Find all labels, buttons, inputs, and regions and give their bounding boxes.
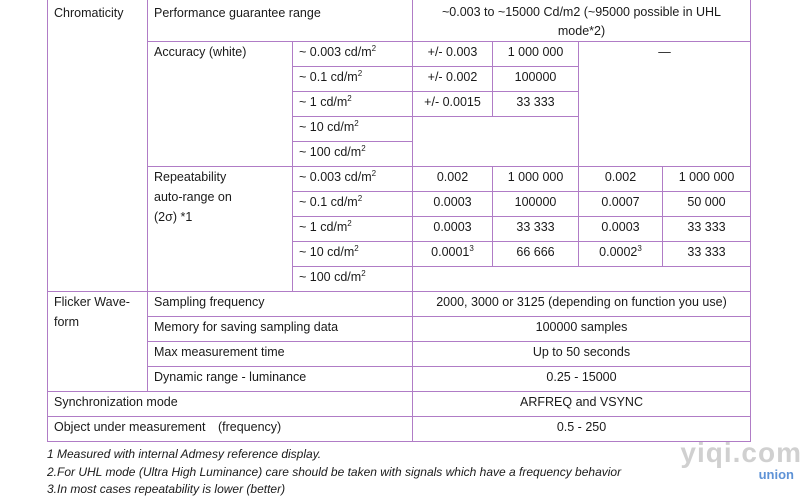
level-text: ~ 10 cd/m xyxy=(299,120,355,134)
repeat-value-1 xyxy=(413,242,493,267)
flicker-row-value: 2000, 3000 or 3125 (depending on function you use) xyxy=(413,292,751,317)
footnotes xyxy=(47,446,621,499)
accuracy-tolerance: +/- 0.0015 xyxy=(413,92,493,117)
repeat-count-1: 66 666 xyxy=(493,242,579,267)
watermark xyxy=(680,437,808,491)
footnote-ref: 3 xyxy=(469,243,474,253)
accuracy-count: 100000 xyxy=(493,67,579,92)
repeat-value-2 xyxy=(579,242,663,267)
level-exp: 2 xyxy=(354,118,359,128)
level-text: ~ 0.1 cd/m xyxy=(299,70,358,84)
level-text: ~ 1 cd/m xyxy=(299,95,348,109)
perf-range-value xyxy=(413,0,751,42)
footnote-ref: 3 xyxy=(637,243,642,253)
table-row xyxy=(48,167,751,192)
perf-range-label: Performance guarantee range xyxy=(148,0,413,42)
table-row xyxy=(48,342,751,367)
footnote-3: 3.In most cases repeatability is lower (better) xyxy=(47,482,286,496)
repeat-count-1: 100000 xyxy=(493,192,579,217)
sync-label: Synchronization mode xyxy=(48,392,413,417)
accuracy-label: Accuracy (white) xyxy=(148,42,293,167)
level-exp: 2 xyxy=(357,193,363,203)
empty-cell xyxy=(579,267,663,292)
empty-cell xyxy=(413,117,579,142)
level-text: ~ 0.1 cd/m xyxy=(299,195,358,209)
level-text: ~ 100 cd/m xyxy=(299,270,362,284)
sync-value: ARFREQ and VSYNC xyxy=(413,392,751,417)
flicker-row-value: 100000 samples xyxy=(413,317,751,342)
repeat-value-2: 0.0003 xyxy=(579,217,663,242)
flicker-line1: Flicker Wave- xyxy=(54,295,130,309)
perf-range-line1: ~0.003 to ~15000 Cd/m2 (~95000 possible in UHL xyxy=(441,5,721,19)
accuracy-dash: — xyxy=(579,42,751,167)
flicker-row-label: Dynamic range - luminance xyxy=(148,367,413,392)
empty-cell xyxy=(663,267,751,292)
flicker-row-label: Sampling frequency xyxy=(148,292,413,317)
repeat-count-1: 1 000 000 xyxy=(493,167,579,192)
object-value: 0.5 - 250 xyxy=(413,417,751,442)
repeat-value-2: 0.0007 xyxy=(579,192,663,217)
value-text: 0.0001 xyxy=(431,245,470,259)
table-row xyxy=(48,292,751,317)
repeat-line2: auto-range on xyxy=(154,190,232,204)
repeat-value-1: 0.0003 xyxy=(413,217,493,242)
accuracy-level xyxy=(293,142,413,167)
level-exp: 2 xyxy=(371,168,377,178)
repeat-count-2: 33 333 xyxy=(663,242,751,267)
repeat-level xyxy=(293,192,413,217)
repeat-value-1: 0.0003 xyxy=(413,192,493,217)
table-row xyxy=(48,317,751,342)
flicker-row-value: 0.25 - 15000 xyxy=(413,367,751,392)
table-row xyxy=(48,42,751,67)
level-exp: 2 xyxy=(347,93,352,103)
flicker-line2: form xyxy=(54,315,79,329)
repeat-line3: (2σ) *1 xyxy=(154,210,193,224)
repeat-count-2: 50 000 xyxy=(663,192,751,217)
level-exp: 2 xyxy=(357,68,363,78)
value-text: 0.0002 xyxy=(599,245,638,259)
accuracy-level xyxy=(293,67,413,92)
watermark-sub: union xyxy=(758,467,794,482)
repeat-count-1: 33 333 xyxy=(493,217,579,242)
repeat-level xyxy=(293,267,413,292)
repeat-value-1: 0.002 xyxy=(413,167,493,192)
flicker-row-label: Memory for saving sampling data xyxy=(148,317,413,342)
spec-table xyxy=(47,0,751,442)
repeat-level xyxy=(293,167,413,192)
accuracy-level xyxy=(293,92,413,117)
repeatability-label xyxy=(148,167,293,292)
table-row xyxy=(48,0,751,42)
footnote-1: 1 Measured with internal Admesy reference display. xyxy=(47,447,322,461)
empty-cell xyxy=(413,142,579,167)
level-exp: 2 xyxy=(354,243,359,253)
level-exp: 2 xyxy=(347,218,352,228)
repeat-count-2: 33 333 xyxy=(663,217,751,242)
accuracy-tolerance: +/- 0.002 xyxy=(413,67,493,92)
category-chromaticity: Chromaticity xyxy=(48,0,148,292)
empty-cell xyxy=(493,267,579,292)
accuracy-count: 33 333 xyxy=(493,92,579,117)
level-text: ~ 0.003 cd/m xyxy=(299,45,372,59)
flicker-row-label: Max measurement time xyxy=(148,342,413,367)
repeat-value-2: 0.002 xyxy=(579,167,663,192)
repeat-level xyxy=(293,242,413,267)
footnote-2: 2.For UHL mode (Ultra High Luminance) care should be taken with signals which have a frequency behavior xyxy=(47,464,622,479)
level-exp: 2 xyxy=(371,43,377,53)
accuracy-count: 1 000 000 xyxy=(493,42,579,67)
table-row xyxy=(48,417,751,442)
repeat-count-2: 1 000 000 xyxy=(663,167,751,192)
level-text: ~ 10 cd/m xyxy=(299,245,355,259)
perf-range-line2: mode*2) xyxy=(557,24,606,38)
table-row xyxy=(48,367,751,392)
accuracy-level xyxy=(293,42,413,67)
watermark-text: yiqi.com xyxy=(680,437,802,468)
flicker-row-value: Up to 50 seconds xyxy=(413,342,751,367)
empty-cell xyxy=(413,267,493,292)
accuracy-tolerance: +/- 0.003 xyxy=(413,42,493,67)
repeat-line1: Repeatability xyxy=(154,170,227,184)
level-text: ~ 0.003 cd/m xyxy=(299,170,372,184)
level-exp: 2 xyxy=(361,143,366,153)
category-flicker xyxy=(48,292,148,392)
object-label: Object under measurement (frequency) xyxy=(48,417,413,442)
table-row xyxy=(48,392,751,417)
level-text: ~ 100 cd/m xyxy=(299,145,362,159)
level-text: ~ 1 cd/m xyxy=(299,220,348,234)
level-exp: 2 xyxy=(361,268,366,278)
repeat-level xyxy=(293,217,413,242)
accuracy-level xyxy=(293,117,413,142)
